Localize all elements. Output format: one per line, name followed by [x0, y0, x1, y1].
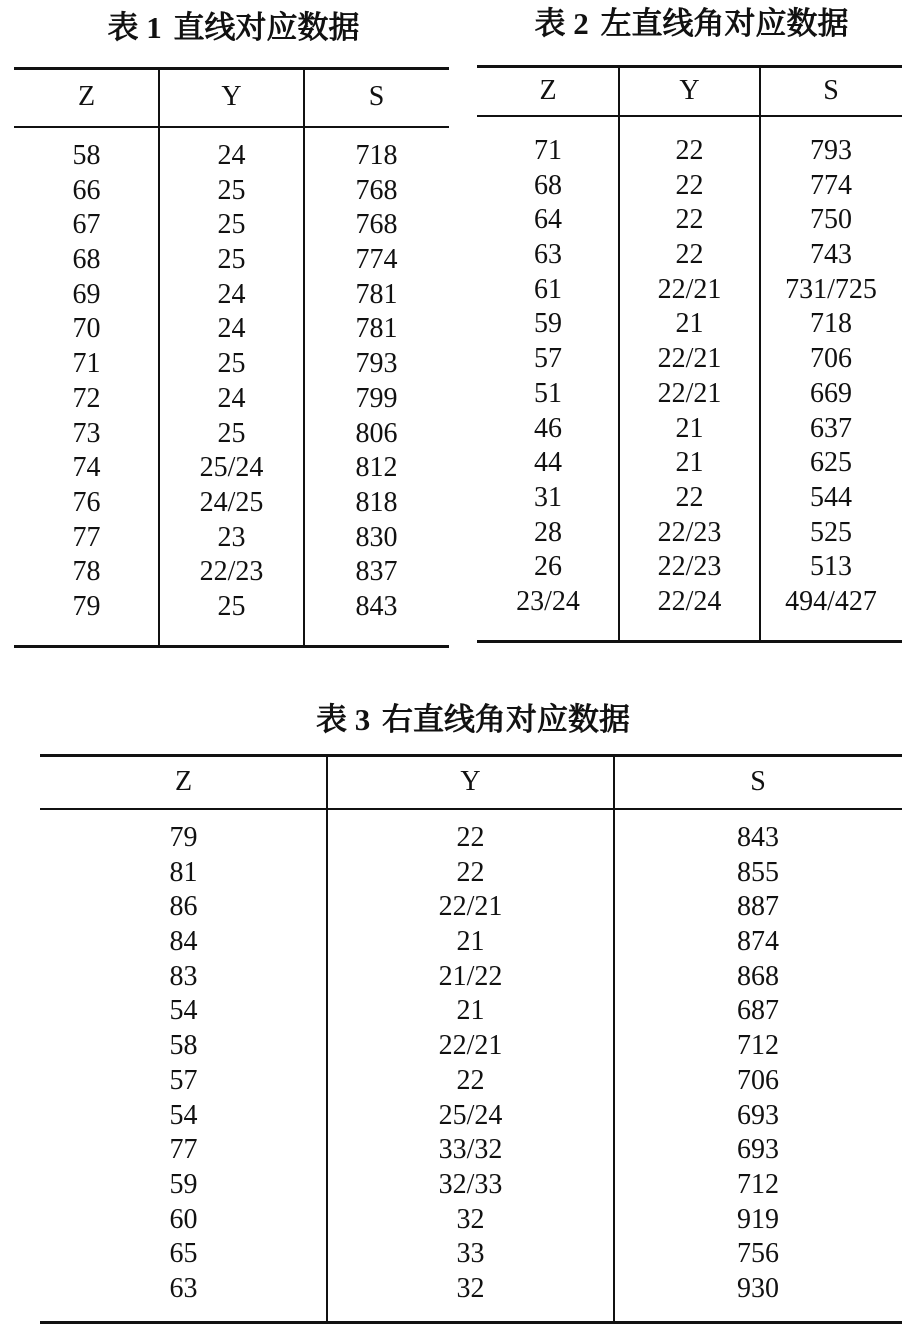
table-1-bottom-rule: [14, 645, 449, 648]
cell-z: 51: [534, 377, 562, 409]
cell-z: 61: [534, 273, 562, 305]
cell-s: 874: [737, 926, 779, 958]
table-1-header-rule: [14, 126, 449, 128]
table-3-header: [40, 760, 902, 804]
cell-s: 768: [355, 209, 398, 241]
cell-z: 84: [169, 926, 198, 958]
cell-y: 33: [456, 1238, 485, 1270]
cell-s: 887: [737, 891, 779, 923]
table-3-title: 右直线角对应数据: [382, 702, 630, 737]
cell-z: 28: [534, 516, 562, 548]
cell-s: 712: [737, 1168, 779, 1200]
cell-y: 22: [456, 1064, 485, 1096]
table-3-label: 表 3: [316, 702, 371, 737]
cell-s: 731/725: [785, 273, 877, 305]
cell-z: 69: [72, 278, 101, 310]
cell-y: 24: [217, 313, 246, 345]
table-2-header-y: Y: [679, 75, 700, 106]
table-3-grid: [40, 754, 902, 1324]
cell-y: 21: [675, 412, 704, 444]
table-1-top-rule: [14, 67, 449, 70]
cell-z: 70: [72, 313, 101, 345]
table-3-top-rule: [40, 754, 902, 757]
table-2: [477, 4, 902, 643]
table-2-header: [477, 69, 902, 113]
table-row: [14, 555, 449, 590]
table-row: [40, 994, 902, 1029]
cell-y: 25: [217, 209, 246, 241]
table-1-grid: [14, 67, 449, 648]
table-row: [14, 382, 449, 417]
table-2-grid: [477, 65, 902, 643]
table-3-header-z: Z: [174, 766, 193, 797]
table-row: [40, 1168, 902, 1203]
cell-z: 31: [534, 481, 562, 513]
table-row: [40, 1029, 902, 1064]
table-row: [40, 1272, 902, 1307]
cell-z: 46: [534, 412, 562, 444]
cell-y: 25: [217, 417, 246, 449]
table-row: [40, 890, 902, 925]
cell-y: 22/23: [657, 551, 722, 583]
table-3-bottom-rule: [40, 1321, 902, 1324]
table-row: [477, 273, 902, 308]
cell-z: 60: [169, 1203, 198, 1235]
table-row: [14, 174, 449, 209]
table-1-label: 表 1: [107, 10, 162, 45]
cell-y: 22: [675, 481, 704, 513]
table-row: [477, 377, 902, 412]
table-2-header-z: Z: [539, 75, 557, 106]
cell-s: 706: [810, 343, 852, 375]
cell-z: 65: [169, 1238, 198, 1270]
cell-y: 22: [675, 135, 704, 166]
table-3-body: [40, 821, 902, 1307]
table-1-title: 直线对应数据: [173, 10, 360, 45]
cell-y: 24: [217, 140, 246, 171]
cell-s: 781: [355, 313, 398, 345]
cell-s: 868: [737, 960, 779, 992]
table-1-header-z: Z: [77, 81, 96, 112]
table-row: [14, 521, 449, 556]
cell-z: 63: [169, 1272, 198, 1304]
cell-s: 525: [810, 516, 852, 548]
cell-y: 24/25: [199, 486, 264, 518]
table-row: [477, 203, 902, 238]
table-row: [40, 856, 902, 891]
table-row: [14, 208, 449, 243]
cell-y: 25/24: [438, 1099, 503, 1131]
cell-s: 712: [737, 1030, 779, 1062]
cell-y: 21: [675, 308, 704, 340]
cell-y: 22: [675, 239, 704, 271]
cell-y: 22/24: [657, 585, 722, 617]
cell-z: 79: [169, 822, 198, 853]
cell-s: 756: [737, 1238, 779, 1270]
cell-z: 26: [534, 551, 562, 583]
cell-s: 513: [810, 551, 852, 583]
cell-y: 21: [456, 926, 485, 958]
cell-s: 718: [810, 308, 852, 340]
table-1-body: [14, 139, 449, 625]
cell-z: 83: [169, 960, 198, 992]
cell-s: 718: [355, 140, 398, 171]
cell-s: 637: [810, 412, 852, 444]
table-1-header-y: Y: [221, 81, 242, 112]
table-3-header-y: Y: [460, 766, 481, 797]
cell-s: 799: [355, 382, 398, 414]
cell-y: 32: [456, 1272, 485, 1304]
table-row: [477, 169, 902, 204]
cell-z: 81: [169, 856, 198, 888]
cell-z: 66: [72, 174, 101, 206]
cell-s: 669: [810, 377, 852, 409]
table-row: [14, 312, 449, 347]
cell-y: 32: [456, 1203, 485, 1235]
table-1-caption: [14, 8, 449, 48]
cell-s: 693: [737, 1134, 779, 1166]
table-row: [14, 486, 449, 521]
table-2-header-s: S: [823, 75, 839, 106]
table-row: [40, 925, 902, 960]
cell-y: 22/21: [657, 273, 722, 305]
cell-y: 22: [675, 169, 704, 201]
cell-s: 693: [737, 1099, 779, 1131]
cell-s: 687: [737, 995, 779, 1027]
table-row: [477, 238, 902, 273]
cell-y: 25: [217, 244, 246, 276]
cell-s: 837: [355, 556, 398, 588]
cell-z: 59: [169, 1168, 198, 1200]
cell-y: 24: [217, 382, 246, 414]
table-row: [477, 134, 902, 169]
cell-z: 77: [72, 521, 101, 553]
cell-y: 22: [456, 856, 485, 888]
table-row: [14, 417, 449, 452]
cell-z: 64: [534, 204, 562, 236]
cell-y: 21: [456, 995, 485, 1027]
cell-z: 79: [72, 590, 101, 622]
table-2-top-rule: [477, 65, 902, 68]
cell-z: 68: [72, 244, 101, 276]
cell-y: 25: [217, 590, 246, 622]
cell-z: 76: [72, 486, 101, 518]
table-row: [477, 550, 902, 585]
cell-y: 23: [217, 521, 246, 553]
cell-z: 67: [72, 209, 101, 241]
table-row: [14, 139, 449, 174]
cell-s: 781: [355, 278, 398, 310]
cell-z: 71: [534, 135, 562, 166]
cell-s: 544: [810, 481, 852, 513]
cell-y: 25: [217, 348, 246, 380]
cell-y: 21: [675, 447, 704, 479]
cell-z: 57: [534, 343, 562, 375]
table-row: [477, 481, 902, 516]
cell-s: 625: [810, 447, 852, 479]
cell-y: 22: [456, 822, 485, 853]
table-2-body: [477, 134, 902, 620]
cell-y: 21/22: [438, 960, 503, 992]
cell-y: 22: [675, 204, 704, 236]
cell-z: 74: [72, 452, 101, 484]
cell-s: 793: [810, 135, 852, 166]
table-row: [477, 516, 902, 551]
table-3-header-rule: [40, 808, 902, 810]
cell-s: 843: [737, 822, 779, 853]
cell-z: 23/24: [516, 585, 580, 617]
cell-s: 806: [355, 417, 398, 449]
cell-y: 25: [217, 174, 246, 206]
cell-z: 59: [534, 308, 562, 340]
cell-s: 774: [355, 244, 398, 276]
cell-y: 33/32: [438, 1134, 503, 1166]
cell-y: 22/21: [438, 1030, 503, 1062]
cell-s: 743: [810, 239, 852, 271]
table-3: [40, 700, 902, 1324]
table-row: [40, 1203, 902, 1238]
cell-s: 843: [355, 590, 398, 622]
cell-s: 494/427: [785, 585, 877, 617]
table-3-header-s: S: [750, 766, 766, 797]
table-3-caption: [40, 700, 902, 740]
table-1: [14, 8, 449, 648]
table-row: [40, 1237, 902, 1272]
table-row: [477, 307, 902, 342]
cell-y: 22/21: [657, 343, 722, 375]
cell-y: 22/21: [657, 377, 722, 409]
cell-z: 54: [169, 1099, 198, 1131]
table-row: [40, 1099, 902, 1134]
cell-s: 919: [737, 1203, 779, 1235]
cell-y: 25/24: [199, 452, 264, 484]
table-row: [40, 821, 902, 856]
table-2-header-rule: [477, 115, 902, 117]
table-row: [477, 412, 902, 447]
table-row: [14, 243, 449, 278]
cell-s: 930: [737, 1272, 779, 1304]
table-2-caption: [477, 4, 902, 44]
cell-s: 830: [355, 521, 398, 553]
table-2-bottom-rule: [477, 640, 902, 643]
cell-z: 71: [72, 348, 101, 380]
cell-y: 22/23: [199, 556, 264, 588]
cell-z: 73: [72, 417, 101, 449]
cell-y: 22/21: [438, 891, 503, 923]
table-row: [40, 960, 902, 995]
cell-s: 750: [810, 204, 852, 236]
cell-y: 22/23: [657, 516, 722, 548]
cell-z: 63: [534, 239, 562, 271]
cell-s: 706: [737, 1064, 779, 1096]
table-row: [477, 585, 902, 620]
cell-s: 768: [355, 174, 398, 206]
table-row: [40, 1064, 902, 1099]
table-row: [14, 347, 449, 382]
table-row: [14, 451, 449, 486]
table-row: [477, 342, 902, 377]
cell-z: 77: [169, 1134, 198, 1166]
cell-z: 72: [72, 382, 101, 414]
cell-z: 58: [72, 140, 101, 171]
cell-s: 818: [355, 486, 398, 518]
table-2-title: 左直线角对应数据: [600, 6, 849, 41]
cell-s: 855: [737, 856, 779, 888]
cell-z: 44: [534, 447, 562, 479]
cell-z: 54: [169, 995, 198, 1027]
table-row: [477, 446, 902, 481]
cell-y: 32/33: [438, 1168, 503, 1200]
cell-s: 774: [810, 169, 852, 201]
cell-s: 812: [355, 452, 398, 484]
table-row: [40, 1133, 902, 1168]
cell-z: 86: [169, 891, 198, 923]
cell-z: 57: [169, 1064, 198, 1096]
table-1-header-s: S: [368, 81, 385, 112]
table-row: [14, 278, 449, 313]
table-1-header: [14, 75, 449, 119]
table-2-label: 表 2: [534, 6, 589, 41]
cell-z: 78: [72, 556, 101, 588]
cell-y: 24: [217, 278, 246, 310]
cell-z: 68: [534, 169, 562, 201]
cell-s: 793: [355, 348, 398, 380]
cell-z: 58: [169, 1030, 198, 1062]
table-row: [14, 590, 449, 625]
